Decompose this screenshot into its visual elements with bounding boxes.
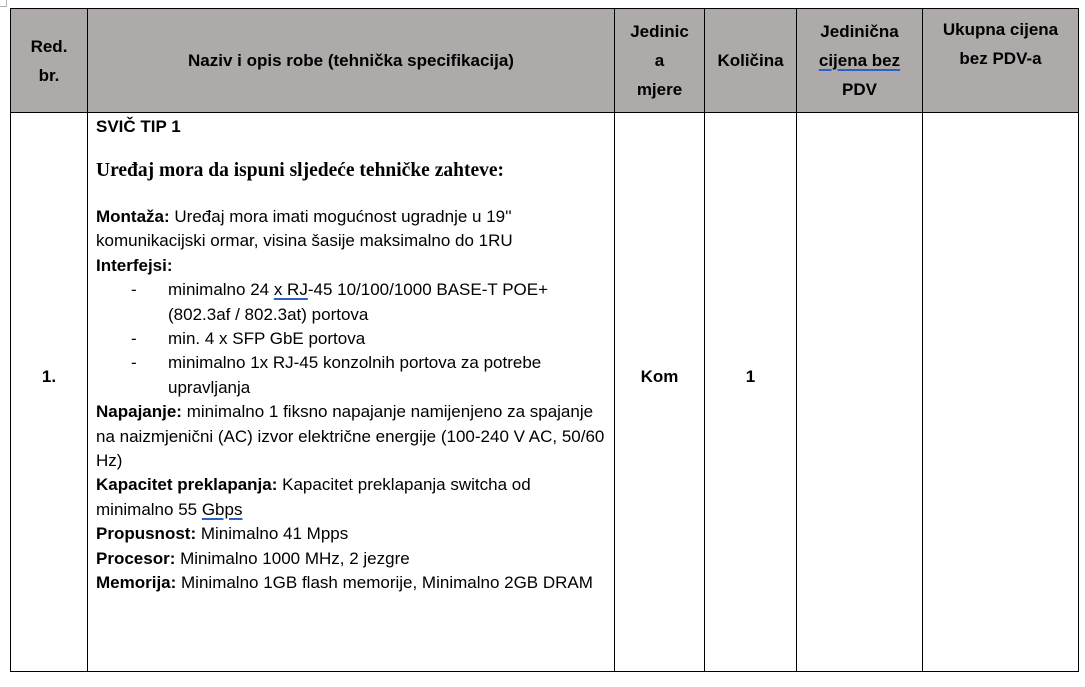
row-unit-cell: Kom: [615, 113, 705, 672]
interfaces-list: [96, 278, 610, 400]
row-total-price-cell: [923, 113, 1079, 672]
spec-propusnost: Propusnost: Minimalno 41 Mpps: [96, 524, 349, 544]
header-jedinicna-cijena: Jedinična cijena bez PDV: [797, 9, 923, 113]
spec-interfejsi-label: Interfejsi:: [96, 255, 173, 275]
table-row: [11, 113, 1079, 672]
list-item: - minimalno 24 x RJ-45 10/100/1000 BASE-T POE+ (802.3af / 802.3at) portova: [131, 280, 549, 324]
header-jedinica-mjere: Jedinic a mjere: [615, 9, 705, 113]
item-title: SVIČ TIP 1: [96, 117, 181, 136]
row-number-cell: 1.: [11, 113, 88, 672]
list-item: - min. 4 x SFP GbE portova: [131, 329, 366, 349]
list-item: - minimalno 1x RJ-45 konzolnih portova za potrebe upravljanja: [131, 353, 542, 397]
gbps-underline: Gbps: [201, 499, 243, 519]
spec-kapacitet: Kapacitet preklapanja: Kapacitet preklapanja switcha od minimalno 55 Gbps: [96, 475, 531, 519]
header-ukupna-cijena: Ukupna cijena bez PDV-a: [923, 9, 1079, 113]
header-red-br: Red. br.: [11, 9, 88, 113]
cijena-bez-underline: cijena bez: [818, 51, 901, 70]
item-subtitle: Uređaj mora da ispuni sljedeće tehničke zahteve:: [96, 160, 505, 181]
row-quantity-cell: 1: [705, 113, 797, 672]
page-corner-mark: [0, 0, 7, 7]
spec-procesor: Procesor: Minimalno 1000 MHz, 2 jezgre: [96, 548, 410, 568]
header-naziv-opis: Naziv i opis robe (tehnička specifikacija): [88, 9, 615, 113]
spec-napajanje: Napajanje: minimalno 1 fiksno napajanje namijenjeno za spajanje na naizmjenični (AC) izvor električne energije (100-240 V AC, 50/60 Hz): [96, 402, 605, 471]
rj45-underline: x RJ: [273, 280, 308, 300]
specification-table: [10, 8, 1079, 672]
spec-memorija: Memorija: Minimalno 1GB flash memorije, Minimalno 2GB DRAM: [96, 573, 593, 593]
header-kolicina: Količina: [705, 9, 797, 113]
row-description-cell: [88, 113, 615, 672]
row-unit-price-cell: [797, 113, 923, 672]
spec-montaza: Montaža: Uređaj mora imati mogućnost ugradnje u 19'' komunikacijski ormar, visina šasije maksimalno do 1RU: [96, 207, 513, 251]
table-header-row: [11, 9, 1079, 113]
